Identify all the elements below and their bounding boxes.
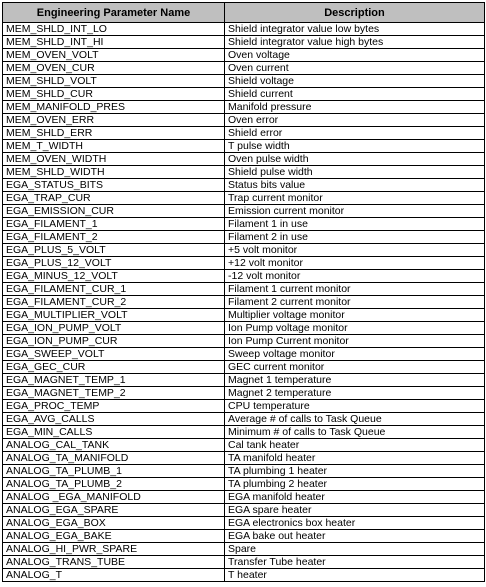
table-row bbox=[3, 569, 485, 582]
parameter-name-cell: ANALOG_EGA_BOX bbox=[3, 517, 225, 530]
parameter-name-cell: EGA_MINUS_12_VOLT bbox=[3, 270, 225, 283]
table-row bbox=[3, 75, 485, 88]
table-row bbox=[3, 166, 485, 179]
parameter-name-cell: ANALOG_TA_MANIFOLD bbox=[3, 452, 225, 465]
parameter-name-cell: EGA_SWEEP_VOLT bbox=[3, 348, 225, 361]
parameter-name-cell: ANALOG_EGA_BAKE bbox=[3, 530, 225, 543]
description-cell: +5 volt monitor bbox=[225, 244, 485, 257]
table-row bbox=[3, 413, 485, 426]
parameter-name-cell: ANALOG_T bbox=[3, 569, 225, 582]
parameter-name-cell: MEM_SHLD_INT_HI bbox=[3, 36, 225, 49]
description-cell: Status bits value bbox=[225, 179, 485, 192]
description-cell: Shield integrator value low bytes bbox=[225, 23, 485, 36]
description-cell: Oven pulse width bbox=[225, 153, 485, 166]
parameter-name-cell: EGA_ION_PUMP_CUR bbox=[3, 335, 225, 348]
table-row bbox=[3, 140, 485, 153]
description-cell: Emission current monitor bbox=[225, 205, 485, 218]
parameter-name-cell: ANALOG_CAL_TANK bbox=[3, 439, 225, 452]
description-cell: Filament 1 in use bbox=[225, 218, 485, 231]
table-row bbox=[3, 361, 485, 374]
table-row bbox=[3, 517, 485, 530]
engineering-parameter-table bbox=[2, 2, 485, 582]
description-cell: Manifold pressure bbox=[225, 101, 485, 114]
description-cell: Cal tank heater bbox=[225, 439, 485, 452]
parameter-name-cell: MEM_SHLD_INT_LO bbox=[3, 23, 225, 36]
parameter-name-cell: ANALOG_TRANS_TUBE bbox=[3, 556, 225, 569]
table-row bbox=[3, 192, 485, 205]
parameter-name-cell: EGA_FILAMENT_1 bbox=[3, 218, 225, 231]
parameter-name-cell: MEM_T_WIDTH bbox=[3, 140, 225, 153]
table-row bbox=[3, 127, 485, 140]
description-cell: EGA spare heater bbox=[225, 504, 485, 517]
description-cell: -12 volt monitor bbox=[225, 270, 485, 283]
parameter-name-cell: EGA_STATUS_BITS bbox=[3, 179, 225, 192]
description-cell: Oven voltage bbox=[225, 49, 485, 62]
table-row bbox=[3, 205, 485, 218]
table-row bbox=[3, 348, 485, 361]
table-row bbox=[3, 478, 485, 491]
table-row bbox=[3, 153, 485, 166]
parameter-name-cell: MEM_OVEN_WIDTH bbox=[3, 153, 225, 166]
description-cell: Minimum # of calls to Task Queue bbox=[225, 426, 485, 439]
description-cell: Filament 2 in use bbox=[225, 231, 485, 244]
parameter-name-cell: EGA_PLUS_12_VOLT bbox=[3, 257, 225, 270]
description-cell: T pulse width bbox=[225, 140, 485, 153]
description-cell: Oven error bbox=[225, 114, 485, 127]
parameter-name-cell: EGA_MAGNET_TEMP_2 bbox=[3, 387, 225, 400]
table-row bbox=[3, 88, 485, 101]
column-header-description: Description bbox=[225, 3, 485, 23]
description-cell: Ion Pump voltage monitor bbox=[225, 322, 485, 335]
parameter-name-cell: ANALOG_TA_PLUMB_2 bbox=[3, 478, 225, 491]
table-row bbox=[3, 23, 485, 36]
table-row bbox=[3, 62, 485, 75]
parameter-name-cell: EGA_ION_PUMP_VOLT bbox=[3, 322, 225, 335]
parameter-name-cell: MEM_SHLD_ERR bbox=[3, 127, 225, 140]
table-row bbox=[3, 387, 485, 400]
parameter-name-cell: EGA_FILAMENT_CUR_2 bbox=[3, 296, 225, 309]
table-row bbox=[3, 465, 485, 478]
parameter-name-cell: MEM_OVEN_CUR bbox=[3, 62, 225, 75]
description-cell: EGA manifold heater bbox=[225, 491, 485, 504]
parameter-name-cell: MEM_MANIFOLD_PRES bbox=[3, 101, 225, 114]
parameter-name-cell: EGA_AVG_CALLS bbox=[3, 413, 225, 426]
description-cell: Shield integrator value high bytes bbox=[225, 36, 485, 49]
column-header-parameter-name: Engineering Parameter Name bbox=[3, 3, 225, 23]
parameter-name-cell: MEM_SHLD_VOLT bbox=[3, 75, 225, 88]
parameter-name-cell: MEM_OVEN_ERR bbox=[3, 114, 225, 127]
parameter-name-cell: EGA_GEC_CUR bbox=[3, 361, 225, 374]
description-cell: Average # of calls to Task Queue bbox=[225, 413, 485, 426]
description-cell: Ion Pump Current monitor bbox=[225, 335, 485, 348]
parameter-name-cell: EGA_MIN_CALLS bbox=[3, 426, 225, 439]
table-row bbox=[3, 309, 485, 322]
description-cell: Spare bbox=[225, 543, 485, 556]
table-row bbox=[3, 296, 485, 309]
table-row bbox=[3, 244, 485, 257]
table-row bbox=[3, 231, 485, 244]
table-row bbox=[3, 36, 485, 49]
description-cell: TA plumbing 1 heater bbox=[225, 465, 485, 478]
parameter-name-cell: EGA_TRAP_CUR bbox=[3, 192, 225, 205]
parameter-name-cell: EGA_MULTIPLIER_VOLT bbox=[3, 309, 225, 322]
description-cell: TA plumbing 2 heater bbox=[225, 478, 485, 491]
parameter-name-cell: EGA_PROC_TEMP bbox=[3, 400, 225, 413]
description-cell: Filament 2 current monitor bbox=[225, 296, 485, 309]
description-cell: CPU temperature bbox=[225, 400, 485, 413]
parameter-name-cell: EGA_FILAMENT_CUR_1 bbox=[3, 283, 225, 296]
description-cell: +12 volt monitor bbox=[225, 257, 485, 270]
description-cell: TA manifold heater bbox=[225, 452, 485, 465]
table-row bbox=[3, 335, 485, 348]
table-row bbox=[3, 257, 485, 270]
description-cell: GEC current monitor bbox=[225, 361, 485, 374]
parameter-name-cell: EGA_EMISSION_CUR bbox=[3, 205, 225, 218]
parameter-name-cell: MEM_SHLD_CUR bbox=[3, 88, 225, 101]
parameter-name-cell: ANALOG_TA_PLUMB_1 bbox=[3, 465, 225, 478]
description-cell: Multiplier voltage monitor bbox=[225, 309, 485, 322]
description-cell: Transfer Tube heater bbox=[225, 556, 485, 569]
table-row bbox=[3, 283, 485, 296]
table-row bbox=[3, 101, 485, 114]
table-row bbox=[3, 426, 485, 439]
parameter-name-cell: MEM_SHLD_WIDTH bbox=[3, 166, 225, 179]
parameter-name-cell: ANALOG_EGA_SPARE bbox=[3, 504, 225, 517]
description-cell: Oven current bbox=[225, 62, 485, 75]
description-cell: Magnet 2 temperature bbox=[225, 387, 485, 400]
table-header-row bbox=[3, 3, 485, 23]
table-row bbox=[3, 49, 485, 62]
parameter-name-cell: EGA_FILAMENT_2 bbox=[3, 231, 225, 244]
table-row bbox=[3, 218, 485, 231]
table-row bbox=[3, 452, 485, 465]
description-cell: Shield current bbox=[225, 88, 485, 101]
table-body bbox=[3, 23, 485, 582]
description-cell: EGA bake out heater bbox=[225, 530, 485, 543]
table-row bbox=[3, 270, 485, 283]
description-cell: Shield pulse width bbox=[225, 166, 485, 179]
table-row bbox=[3, 114, 485, 127]
table-row bbox=[3, 400, 485, 413]
table-row bbox=[3, 491, 485, 504]
parameter-name-cell: MEM_OVEN_VOLT bbox=[3, 49, 225, 62]
description-cell: Magnet 1 temperature bbox=[225, 374, 485, 387]
description-cell: T heater bbox=[225, 569, 485, 582]
table-row bbox=[3, 374, 485, 387]
parameter-name-cell: EGA_MAGNET_TEMP_1 bbox=[3, 374, 225, 387]
description-cell: Shield voltage bbox=[225, 75, 485, 88]
table-row bbox=[3, 322, 485, 335]
table-row bbox=[3, 530, 485, 543]
table-row bbox=[3, 504, 485, 517]
table-row bbox=[3, 439, 485, 452]
table-row bbox=[3, 556, 485, 569]
parameter-table-container bbox=[2, 2, 484, 582]
description-cell: Shield error bbox=[225, 127, 485, 140]
description-cell: Filament 1 current monitor bbox=[225, 283, 485, 296]
description-cell: Trap current monitor bbox=[225, 192, 485, 205]
parameter-name-cell: ANALOG _EGA_MANIFOLD bbox=[3, 491, 225, 504]
parameter-name-cell: ANALOG_HI_PWR_SPARE bbox=[3, 543, 225, 556]
description-cell: EGA electronics box heater bbox=[225, 517, 485, 530]
parameter-name-cell: EGA_PLUS_5_VOLT bbox=[3, 244, 225, 257]
table-row bbox=[3, 179, 485, 192]
table-row bbox=[3, 543, 485, 556]
description-cell: Sweep voltage monitor bbox=[225, 348, 485, 361]
